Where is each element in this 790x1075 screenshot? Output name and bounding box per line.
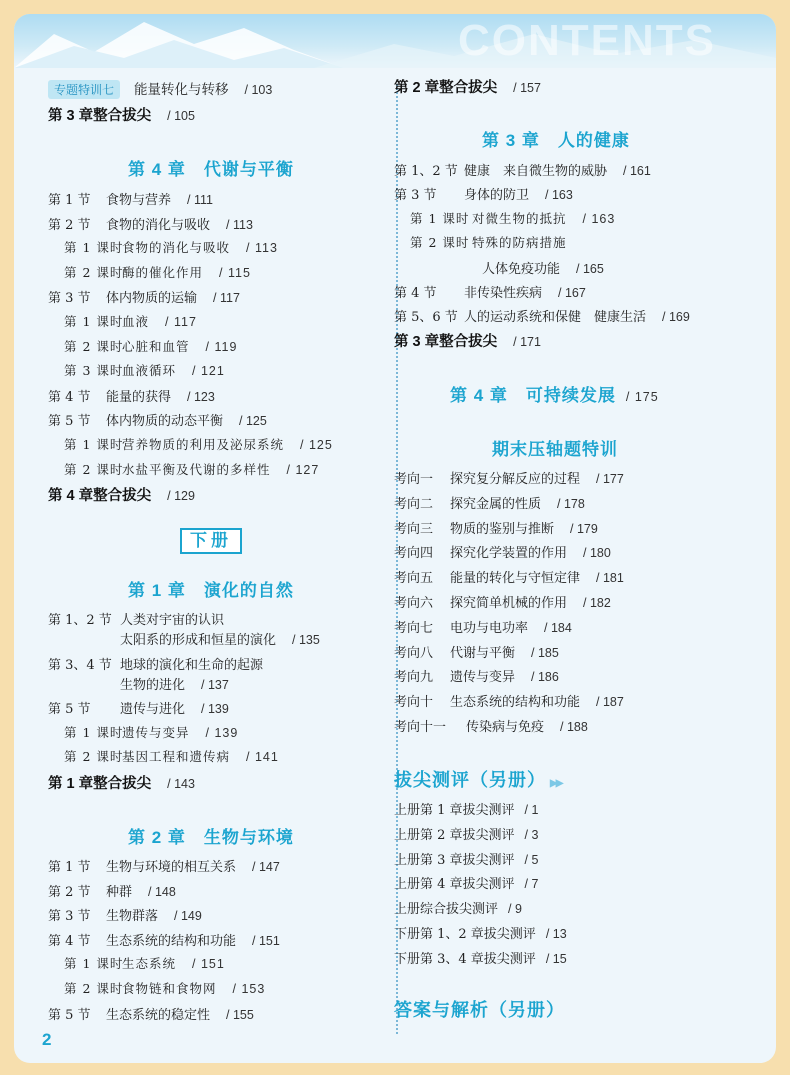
toc-entry[interactable] [48, 856, 280, 875]
entry-number: 第 1、2 节 [394, 164, 458, 179]
entry-title: 人类对宇宙的认识 [120, 613, 225, 628]
lesson-entry[interactable] [410, 233, 567, 251]
entry-title: 生态系统的结构和功能 [106, 933, 237, 949]
entry-number: 第 5 节 [48, 1007, 91, 1023]
entry-number: 第 2 课时 [64, 981, 124, 996]
entry-title: 水盐平衡及代谢的多样性 [122, 461, 271, 477]
entry-title: 传染病与免疫 [466, 720, 545, 735]
entry-page: / 163 [545, 188, 573, 202]
toc-entry[interactable] [394, 592, 611, 611]
toc-entry[interactable] [48, 698, 229, 717]
entry-page: / 163 [583, 212, 616, 226]
entry-number: 考向九 [394, 670, 434, 686]
entry-page: / 181 [596, 571, 624, 585]
answers-heading[interactable]: 答案与解析（另册） [394, 1000, 565, 1020]
lesson-entry[interactable] [64, 263, 251, 281]
toc-entry[interactable] [394, 642, 559, 661]
entry-title: 上册第 3 章拔尖测评 [394, 852, 515, 868]
entry-title: 太阳系的形成和恒星的演化 [120, 633, 277, 648]
toc-entry[interactable] [48, 214, 253, 233]
entry-number: 第 2 课时 [64, 264, 124, 280]
entry-page: / 115 [219, 266, 251, 280]
chapter-heading[interactable] [450, 381, 659, 406]
entry-page: / 169 [662, 310, 690, 324]
toc-entry[interactable] [48, 1004, 254, 1023]
contents-watermark: CONTENTS [458, 16, 716, 65]
lesson-entry[interactable] [64, 954, 225, 972]
entry-number: 考向四 [394, 546, 434, 562]
entry-number: 考向十一 [394, 720, 447, 735]
entry-page: / 127 [287, 463, 320, 477]
toc-entry[interactable] [394, 542, 611, 561]
entry-title: 心脏和血管 [122, 338, 190, 354]
entry-number: 第 1、2 节 [48, 613, 112, 628]
entry-number: 第 1 节 [48, 860, 91, 875]
chapter-summary-entry[interactable] [48, 484, 195, 505]
toc-entry[interactable] [48, 386, 215, 405]
entry-page: / 117 [165, 315, 197, 329]
entry-title: 探究复分解反应的过程 [450, 472, 581, 487]
entry-page: / 111 [187, 193, 213, 207]
entry-page: / 155 [226, 1008, 254, 1022]
entry-title: 特殊的防病措施 [472, 235, 567, 251]
toc-entry[interactable] [48, 189, 213, 208]
entry-page: / 113 [246, 241, 278, 255]
chapter-summary-entry[interactable] [394, 330, 541, 351]
entry-title: 物质的鉴别与推断 [450, 521, 555, 537]
toc-entry[interactable] [48, 905, 202, 924]
entry-page: / 105 [167, 109, 195, 123]
entry-title: 下册第 3、4 章拔尖测评 [394, 951, 536, 967]
entry-page: / 147 [252, 860, 280, 874]
entry-title: 生物群落 [106, 909, 159, 925]
test-entry[interactable] [394, 799, 538, 818]
tests-heading[interactable] [394, 766, 561, 792]
entry-number: 第 3、4 节 [48, 658, 112, 673]
entry-number: 考向六 [394, 596, 434, 611]
entry-page: / 143 [167, 777, 195, 791]
entry-page: / 175 [626, 390, 659, 404]
toc-entry[interactable] [394, 617, 572, 636]
entry-page: / 171 [513, 335, 541, 349]
entry-number: 第 1 课时 [64, 240, 124, 256]
toc-entry[interactable] [394, 666, 559, 685]
entry-title: 血液 [122, 314, 150, 329]
entry-page: / 7 [525, 877, 539, 891]
entry-title: 第 3 章整合拔尖 [48, 108, 152, 124]
entry-page: / 13 [546, 927, 567, 941]
entry-title: 生物的进化 [120, 678, 186, 693]
entry-title: 第 2 章整合拔尖 [394, 80, 498, 96]
chapter-heading[interactable]: 第 3 章 人的健康 [482, 131, 630, 150]
entry-number: 第 1 课时 [64, 314, 124, 329]
entry-title: 基因工程和遗传病 [122, 749, 231, 764]
entry-title: 第 3 章整合拔尖 [394, 334, 498, 350]
chapter-summary-entry[interactable] [48, 772, 195, 793]
page-number: 2 [42, 1030, 52, 1049]
entry-number: 第 1 课时 [64, 437, 124, 452]
entry-page: / 125 [300, 438, 333, 452]
entry-number: 考向三 [394, 521, 434, 537]
toc-entry[interactable] [394, 184, 573, 203]
entry-number: 第 1 课时 [410, 210, 470, 226]
entry-number: 第 1 课时 [64, 725, 124, 740]
chapter-title: 第 4 章 可持续发展 [450, 386, 616, 405]
entry-title: 上册第 1 章拔尖测评 [394, 803, 515, 818]
entry-page: / 177 [596, 472, 624, 486]
entry-title: 探究化学装置的作用 [450, 546, 568, 562]
entry-title: 人的运动系统和保健 健康生活 [464, 310, 647, 326]
entry-title: 第 1 章整合拔尖 [48, 776, 152, 792]
entry-page: / 185 [531, 646, 559, 660]
entry-number: 第 3 课时 [64, 363, 124, 379]
lesson-entry[interactable] [64, 435, 333, 453]
entry-page: / 165 [576, 262, 604, 276]
entry-page: / 167 [558, 286, 586, 300]
chapter-heading[interactable]: 第 4 章 代谢与平衡 [128, 160, 294, 179]
header-banner [14, 14, 776, 68]
entry-number: 第 4 节 [48, 389, 91, 405]
entry-number: 第 2 节 [48, 884, 91, 900]
entry-page: / 182 [583, 596, 611, 610]
test-entry[interactable] [394, 923, 567, 942]
toc-entry[interactable] [48, 410, 267, 429]
entry-page: / 135 [292, 633, 320, 647]
entry-number: 第 4 节 [48, 933, 91, 949]
double-arrow-icon: ▶▶ [550, 778, 562, 789]
entry-page: / 149 [174, 909, 202, 923]
lesson-entry[interactable] [64, 361, 225, 379]
toc-entry[interactable] [394, 493, 585, 512]
entry-page: / 178 [557, 497, 585, 511]
entry-title: 对微生物的抵抗 [472, 210, 567, 226]
toc-entry[interactable] [48, 881, 176, 900]
volume-label: 下册 [180, 528, 242, 554]
entry-title: 生态系统 [122, 956, 177, 972]
chapter-heading[interactable]: 第 2 章 生物与环境 [128, 828, 294, 847]
entry-page: / 141 [246, 750, 279, 764]
entry-page: / 157 [513, 81, 541, 95]
lesson-entry[interactable] [64, 979, 265, 997]
test-entry[interactable] [394, 948, 567, 967]
entry-title: 代谢与平衡 [450, 645, 516, 661]
entry-page: / 151 [252, 934, 280, 948]
entry-page: / 117 [213, 291, 240, 305]
toc-entry[interactable] [394, 306, 690, 325]
lesson-entry[interactable] [410, 209, 615, 227]
toc-entry[interactable] [120, 674, 229, 693]
entry-number: 第 2 课时 [64, 461, 124, 477]
toc-entry[interactable] [394, 160, 651, 179]
entry-number: 第 2 课时 [64, 338, 124, 354]
entry-number: 第 2 课时 [64, 749, 124, 764]
entry-title: 健康 来自微生物的威胁 [464, 164, 608, 179]
toc-entry[interactable] [394, 567, 624, 586]
entry-page: / 188 [560, 720, 588, 734]
entry-number: 考向十 [394, 695, 434, 711]
tests-title: 拔尖测评（另册） [394, 770, 546, 790]
entry-page: / 129 [167, 489, 195, 503]
entry-page: / 184 [544, 621, 572, 635]
test-entry[interactable] [394, 824, 538, 843]
entry-title: 种群 [106, 884, 133, 900]
entry-page: / 151 [192, 957, 225, 971]
entry-title: 体内物质的动态平衡 [106, 414, 224, 430]
chapter-heading[interactable]: 第 1 章 演化的自然 [128, 581, 294, 600]
entry-title: 营养物质的利用及泌尿系统 [122, 437, 285, 452]
toc-entry[interactable] [48, 930, 280, 949]
entry-title: 体内物质的运输 [106, 291, 198, 307]
toc-entry[interactable] [394, 518, 598, 537]
lesson-entry[interactable] [64, 747, 279, 765]
entry-title: 血液循环 [122, 363, 177, 379]
entry-page: / 9 [508, 902, 522, 916]
entry-number: 第 5、6 节 [394, 310, 458, 326]
entry-number: 第 4 节 [394, 286, 437, 301]
entry-page: / 119 [206, 340, 238, 354]
lesson-entry[interactable] [64, 337, 237, 355]
entry-title: 探究简单机械的作用 [450, 596, 568, 611]
toc-entry[interactable] [120, 629, 320, 648]
toc-entry[interactable] [394, 468, 624, 487]
chapter-summary-entry[interactable] [394, 76, 541, 97]
entry-title: 生物与环境的相互关系 [106, 860, 237, 875]
entry-page: / 5 [525, 853, 539, 867]
entry-page: / 139 [206, 726, 239, 740]
entry-number: 考向八 [394, 645, 434, 661]
entry-page: / 186 [531, 670, 559, 684]
entry-number: 考向一 [394, 472, 434, 487]
entry-title: 能量的转化与守恒定律 [450, 571, 581, 587]
entry-page: / 153 [233, 982, 266, 996]
lesson-entry[interactable] [64, 723, 238, 741]
entry-page: / 3 [525, 828, 539, 842]
entry-title: 生态系统的稳定性 [106, 1007, 211, 1023]
test-entry[interactable] [394, 849, 538, 868]
entry-number: 考向七 [394, 620, 434, 636]
entry-page: / 148 [148, 885, 176, 899]
entry-title: 探究金属的性质 [450, 496, 542, 512]
entry-page: / 113 [226, 218, 253, 232]
entry-title: 食物的消化与吸收 [106, 217, 211, 233]
entry-page: / 137 [201, 678, 229, 692]
test-entry[interactable] [394, 898, 522, 917]
entry-title: 上册第 2 章拔尖测评 [394, 827, 515, 843]
entry-number: 考向二 [394, 496, 434, 512]
entry-page: / 161 [623, 164, 651, 178]
entry-number: 第 2 课时 [410, 235, 470, 251]
entry-page: / 15 [546, 952, 567, 966]
entry-page: / 1 [525, 803, 539, 817]
entry-title: 遗传与进化 [120, 702, 186, 717]
entry-title: 酶的催化作用 [122, 264, 204, 280]
entry-page: / 123 [187, 390, 215, 404]
toc-entry[interactable] [48, 654, 263, 673]
toc-entry[interactable] [48, 609, 224, 628]
entry-title: 上册综合拔尖测评 [394, 902, 499, 918]
entry-number: 第 5 节 [48, 414, 91, 430]
entry-title: 身体的防卫 [464, 188, 530, 204]
entry-page: / 180 [583, 546, 611, 560]
toc-entry[interactable] [394, 282, 586, 301]
entry-number: 第 3 节 [48, 909, 91, 925]
entry-title: 食物链和食物网 [122, 981, 217, 996]
entry-number: 第 1 节 [48, 193, 91, 208]
entry-title: 上册第 4 章拔尖测评 [394, 877, 515, 893]
entry-number: 第 3 节 [394, 188, 437, 204]
test-entry[interactable] [394, 873, 538, 892]
entry-page: / 103 [245, 83, 273, 97]
entry-title: 非传染性疾病 [464, 286, 543, 301]
lesson-entry[interactable] [64, 460, 319, 478]
lesson-entry[interactable] [64, 238, 278, 256]
entry-title: 遗传与变异 [122, 725, 190, 740]
entry-number: 第 5 节 [48, 702, 91, 717]
toc-entry[interactable] [482, 258, 604, 277]
entry-title: 人体免疫功能 [482, 261, 561, 277]
entry-title: 食物的消化与吸收 [122, 240, 231, 256]
entry-title: 能量转化与转移 [134, 82, 229, 98]
entry-title: 电功与电功率 [450, 620, 529, 636]
entry-page: / 125 [239, 414, 267, 428]
entry-title: 能量的获得 [106, 389, 172, 405]
entry-title: 生态系统的结构和功能 [450, 695, 581, 711]
entry-title: 食物与营养 [106, 193, 172, 208]
chapter-summary-entry[interactable] [48, 104, 195, 125]
entry-title: 第 4 章整合拔尖 [48, 488, 152, 504]
entry-page: / 139 [201, 702, 229, 716]
entry-title: 下册第 1、2 章拔尖测评 [394, 927, 536, 942]
entry-number: 第 1 课时 [64, 956, 124, 972]
special-topic-tag: 专题特训七 [48, 80, 120, 99]
entry-number: 第 3 节 [48, 291, 91, 307]
entry-page: / 187 [596, 695, 624, 709]
special-topic-entry[interactable] [48, 78, 272, 99]
toc-entry[interactable] [394, 691, 624, 710]
entry-page: / 179 [570, 522, 598, 536]
entry-page: / 121 [192, 364, 225, 378]
entry-number: 考向五 [394, 571, 434, 587]
toc-entry[interactable] [48, 287, 240, 306]
entry-title: 地球的演化和生命的起源 [120, 658, 264, 673]
entry-number: 第 2 节 [48, 217, 91, 233]
lesson-entry[interactable] [64, 312, 197, 330]
toc-entry[interactable] [394, 716, 588, 735]
entry-title: 遗传与变异 [450, 670, 516, 686]
final-exam-heading[interactable]: 期末压轴题特训 [492, 440, 618, 459]
